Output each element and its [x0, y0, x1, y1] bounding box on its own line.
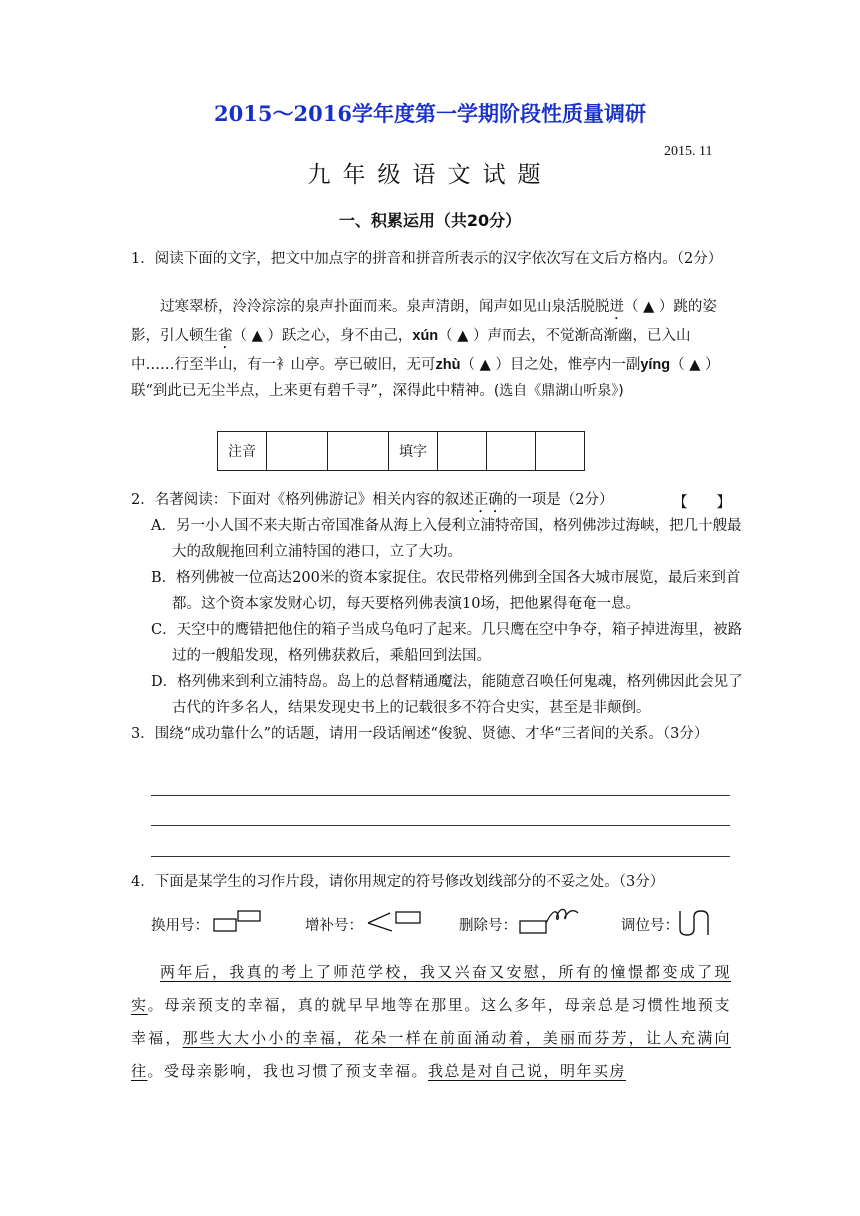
essay-excerpt: 两年后，我真的考上了师范学校，我又兴奋又安慰，所有的憧憬都变成了现实。母亲预支的幸福，真的就早早地等在那里。这么多年，母亲总是习惯性地预支幸福，那些大大小小的幸福，花朵一样在前面涌动着，美丽而芬芳，让人充满向往。受母亲影响，我也习惯了预支幸福。我总是对自己说，明年买房	[131, 963, 731, 1080]
underlined-segment: 那些大大小小的幸福，花朵一样在前面涌动着，美丽而芬芳，让人充满向往	[131, 1029, 731, 1080]
answer-cell[interactable]	[438, 432, 487, 471]
exam-date: 2015. 11	[664, 144, 713, 159]
option-d: D．格列佛来到利立浦特岛。岛上的总督精通魔法，能随意召唤任何鬼魂，格列佛因此会见了古代的许多名人，结果发现史书上的记载很多不符合史实，甚至是非颠倒。	[151, 674, 743, 716]
answer-line[interactable]	[151, 856, 730, 857]
pinyin-3: yíng	[640, 357, 671, 373]
pinyin-2: zhù	[435, 357, 461, 373]
symbol-delete: 删除号：	[459, 918, 517, 934]
symbol-replace: 换用号：	[151, 918, 209, 934]
answer-line[interactable]	[151, 825, 730, 826]
table-label-pinyin: 注音	[218, 432, 267, 471]
answer-cell[interactable]	[536, 432, 585, 471]
answer-cell[interactable]	[328, 432, 389, 471]
symbol-insert: 增补号：	[305, 918, 363, 934]
symbol-swap: 调位号：	[621, 918, 679, 934]
question-3-prompt: 3．围绕“成功靠什么”的话题，请用一段话阐述“俊貌、贤德、才华“三者间的关系。（3分）	[131, 726, 709, 742]
insert-mark-icon	[366, 909, 424, 935]
answer-table	[217, 431, 585, 471]
dotted-char-1: 迸	[609, 299, 624, 315]
underlined-segment: 我总是对自己说，明年买房	[428, 1062, 627, 1080]
replace-mark-icon	[212, 909, 264, 935]
answer-line[interactable]	[151, 795, 730, 796]
delete-mark-icon	[518, 905, 582, 935]
section-title: 一、积累运用（共20分）	[338, 211, 522, 230]
table-label-fill: 填字	[389, 432, 438, 471]
answer-cell[interactable]	[487, 432, 536, 471]
question-4-prompt: 4．下面是某学生的习作片段，请你用规定的符号修改划线部分的不妥之处。（3分）	[131, 874, 665, 890]
question-1-passage: 过寒翠桥，泠泠淙淙的泉声扑面而来。泉声清朗，闻声如见山泉活脱脱迸（ ▲ ）跳的姿影，引人顿生雀（ ▲ ）跃之心，身不由己，xún（ ▲ ）声而去，不觉渐高渐幽，已入山中……行至半山，有一衤山亭。亭已破旧，无可zhù（ ▲ ）目之处，惟亭内一副yíng（ ▲ ）联“到此已无尘半点，上来更有碧千寻”，深得此中精神。(选自《鼎湖山听泉》)	[131, 299, 720, 399]
pinyin-1: xún	[412, 328, 439, 344]
question-2-prompt: 2．名著阅读：下面对《格列佛游记》相关内容的叙述正确的一项是（2分）	[131, 492, 614, 508]
answer-cell[interactable]	[267, 432, 328, 471]
option-a: A．另一小人国不来夫斯古帝国准备从海上入侵利立浦特帝国，格列佛涉过海峡，把几十艘最大的敌舰拖回利立浦特国的港口，立了大功。	[151, 518, 742, 560]
swap-mark-icon	[676, 907, 720, 937]
passage-source: (选自《鼎湖山听泉》)	[493, 383, 624, 399]
document-title: 2015～2016学年度第一学期阶段性质量调研	[214, 101, 646, 126]
question-1-prompt: 1．阅读下面的文字，把文中加点字的拼音和拼音所表示的汉字依次写在文后方格内。（2分）	[131, 251, 723, 267]
answer-bracket[interactable]: 【 】	[673, 495, 731, 511]
exam-title: 九年级语文试题	[307, 162, 553, 188]
dotted-char-2: 雀	[218, 328, 233, 344]
option-c: C．天空中的鹰错把他住的箱子当成乌龟叼了起来。几只鹰在空中争夺，箱子掉进海里，被路过的一艘船发现，格列佛获救后，乘船回到法国。	[151, 622, 743, 664]
underlined-segment: 两年后，我真的考上了师范学校，我又兴奋又安慰，所有的憧憬都变成了现实	[131, 963, 731, 1014]
option-b: B．格列佛被一位高达200米的资本家捉住。农民带格列佛到全国各大城市展览，最后来到首都。这个资本家发财心切，每天要格列佛表演10场，把他累得奄奄一息。	[151, 570, 741, 612]
